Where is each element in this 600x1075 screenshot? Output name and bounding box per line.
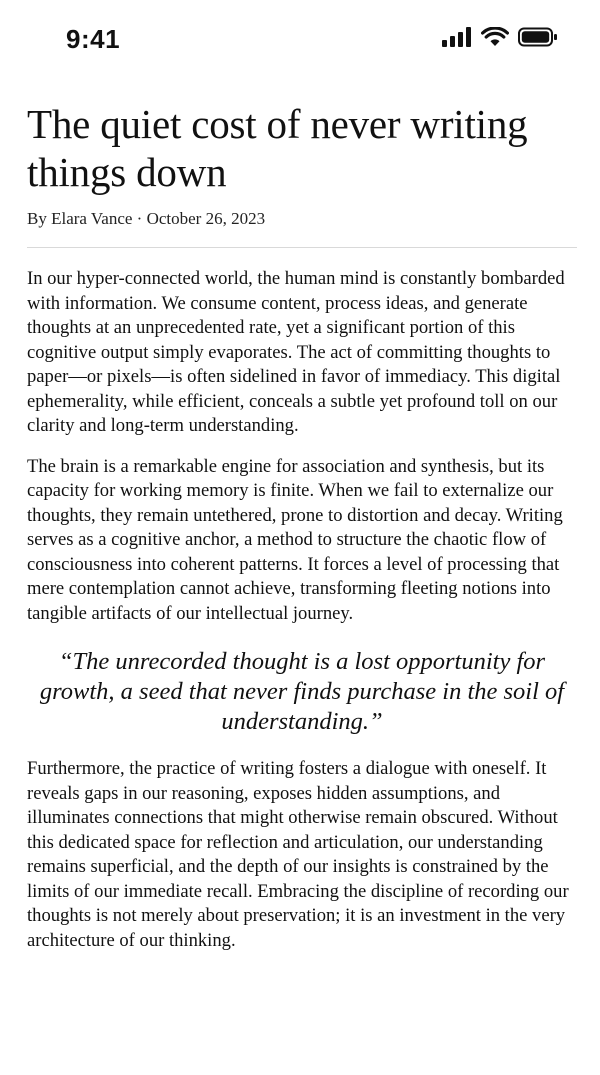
status-icons: [442, 27, 558, 47]
article-paragraph: Furthermore, the practice of writing fosters a dialogue with oneself. It reveals gaps in our reasoning, exposes hidden assumptions, and illuminates connections that might otherwise remain obscured. Without this dedicated space for reflection and articulation, our understanding remains superficial, and the depth of our insights is constrained by the limits of our immediate recall. Embracing the discipline of recording our thoughts is not merely about preservation; it is an investment in the very architecture of our thinking.: [27, 758, 569, 951]
article: [27, 100, 577, 953]
wifi-icon: [481, 27, 509, 47]
battery-icon: [518, 27, 558, 47]
article-byline: By Elara Vance · October 26, 2023: [27, 209, 266, 228]
divider: [27, 247, 577, 248]
article-paragraph: The brain is a remarkable engine for association and synthesis, but its capacity for working memory is finite. When we fail to externalize our thoughts, they remain untethered, prone to distortion and decay. Writing serves as a cognitive anchor, a method to structure the chaotic flow of consciousness into coherent patterns. It forces a level of processing that mere contemplation cannot achieve, transforming fleeting notions into tangible artifacts of our intellectual journey.: [27, 455, 563, 624]
article-title: The quiet cost of never writing things down: [27, 101, 528, 195]
cellular-signal-icon: [442, 27, 472, 47]
status-time: 9:41: [66, 24, 121, 54]
article-paragraph: In our hyper-connected world, the human mind is constantly bombarded with information. We consume content, process ideas, and generate thoughts at an unprecedented rate, yet a significant portion of this cognitive output simply evaporates. The act of committing thoughts to paper—or pixels—is often sidelined in favor of immediacy. This digital ephemerality, while efficient, conceals a subtle yet profound toll on our clarity and long-term understanding.: [27, 268, 565, 436]
status-bar: [0, 0, 600, 80]
pull-quote: “The unrecorded thought is a lost opportunity for growth, a seed that never finds purchase in the soil of understanding.”: [39, 648, 565, 735]
